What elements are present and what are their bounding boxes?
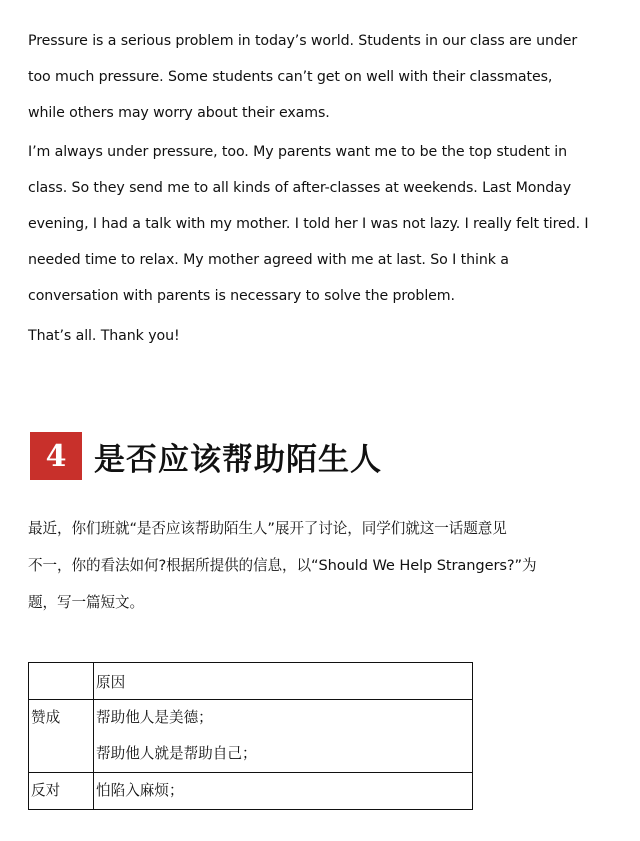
stance-label: 赞成 — [31, 709, 61, 726]
table-row-label — [29, 700, 94, 773]
text-line: class. So they send me to all kinds of after-classes at weekends. Last Monday — [28, 180, 572, 196]
essay-paragraph-2 — [28, 134, 608, 314]
essay-paragraph-3 — [28, 318, 608, 354]
text-line: conversation with parents is necessary to solve the problem. — [28, 288, 455, 304]
section-title: 是否应该帮助陌生人 — [94, 441, 382, 478]
table-header-cell — [94, 663, 473, 700]
reason-header: 原因 — [96, 674, 126, 691]
table-cell — [94, 773, 473, 810]
reason-item: 帮助他人是美德； — [96, 709, 213, 726]
table-row-label — [29, 773, 94, 810]
table-row — [29, 773, 473, 810]
text-line: too much pressure. Some students can’t get on well with their classmates, — [28, 69, 553, 85]
table-cell — [94, 700, 473, 773]
essay-paragraph-1 — [28, 23, 608, 131]
text-line: while others may worry about their exams. — [28, 105, 330, 121]
text-line: Pressure is a serious problem in today’s world. Students in our class are under — [28, 33, 578, 49]
task-prompt — [28, 510, 608, 621]
text-line: That’s all. Thank you! — [28, 328, 180, 344]
text-line: evening, I had a talk with my mother. I told her I was not lazy. I really felt tired. I — [28, 216, 589, 232]
stance-label: 反对 — [31, 782, 61, 799]
reason-item: 怕陷入麻烦； — [96, 782, 184, 799]
text-line: needed time to relax. My mother agreed with me at last. So I think a — [28, 252, 509, 268]
table-row — [29, 700, 473, 773]
text-line: 最近，你们班就“是否应该帮助陌生人”展开了讨论，同学们就这一话题意见 — [28, 520, 507, 537]
reason-item: 帮助他人就是帮助自己； — [96, 745, 257, 762]
section-heading — [30, 430, 382, 482]
reasons-table — [28, 662, 473, 810]
section-number-badge: 4 — [30, 432, 82, 480]
table-header-cell — [29, 663, 94, 700]
text-line: 不一，你的看法如何?根据所提供的信息，以“Should We Help Strangers?”为 — [28, 557, 537, 574]
text-line: 题，写一篇短文。 — [28, 594, 144, 611]
table-header-row — [29, 663, 473, 700]
text-line: I’m always under pressure, too. My parents want me to be the top student in — [28, 144, 568, 160]
